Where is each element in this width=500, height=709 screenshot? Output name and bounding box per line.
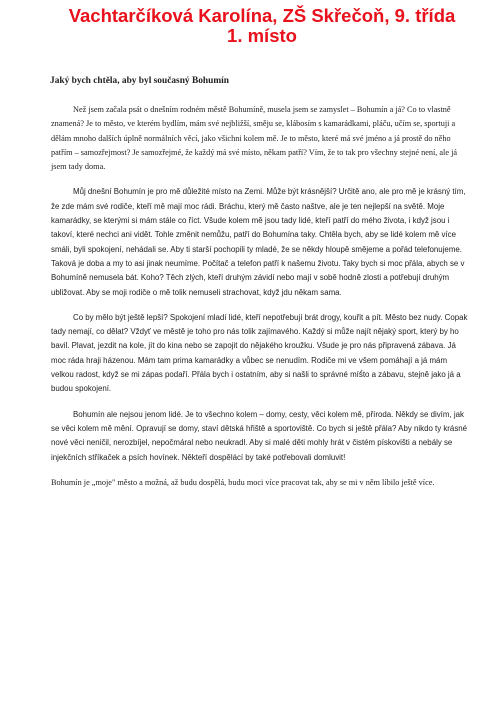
paragraph-4: Bohumín ale nejsou jenom lidé. Je to všechno kolem – domy, cesty, věci kolem mě, příroda. Někdy se divím, jak se věci kolem mě mění. Opravují se domy, staví dětská hřiště a sportoviště. Co bych si ještě přála? Aby nikdo ty krásné nové věci neničil, nerozbíjel, nepočmáral nebo neukradl. Aby si malé děti mohly hrát v čistém pískovišti a nebály se injekčních stříkaček a psích hovínek. Někteří dospělácí by také potřebovali domluvit! <box>51 409 468 462</box>
placement-line: 1. místo <box>227 25 297 46</box>
author-header <box>0 0 500 46</box>
paragraph-5: Bohumín je „moje" město a možná, až budu dospělá, budu moci více pracovat tak, aby se mi v něm líbilo ještě více. <box>51 477 435 487</box>
paragraph-2: Můj dnešní Bohumín je pro mě důležité místo na Zemi. Může být krásnější? Určitě ano, ale pro mě je krásný tím, že zde mám své rodiče, kteří mě mají moc rádi. Bráchu, který mě často naštve, ale je ten nejlepší na světě. Moje kamarádky, se kterými si mám stále co říct. Všude kolem mě jsou tady lidé, kteří patří do mého života, i když jsou i takoví, které nechci ani vidět. Tohle změnit nemůžu, patří do Bohumína taky. Chtěla bych, aby se lidé kolem mě více smáli, byli spokojení, nehádali se. Aby ti starší pochopili ty mladé, že se někdy hloupě smějeme a pořád telefonujeme. Taková je doba a my to asi jinak neumíme. Počítač a telefon patří k našemu životu. Taky bych si moc přála, abych se v Bohumíně nemusela bát. Koho? Těch zlých, kteří druhým závidí nebo mají v sobě hodně zlosti a potřebují druhým ubližovat. Aby se moji rodiče o mě tolik nemuseli strachovat, když jdu někam sama. <box>51 187 466 297</box>
essay-body <box>51 103 468 490</box>
paragraph-1: Než jsem začala psát o dnešním rodném městě Bohumíně, musela jsem se zamyslet – Bohumín a já? Co to vlastně znamená? Je to město, ve kterém bydlím, mám své nejbližší, směju se, klábosím s kamarádkami, pláču, učím se, sportuji a dělám mnoho dalších úplně normálních věcí, jako všichni kolem mě. Je to město, které má své jméno a já prostě do něho patřím – samozřejmost? Je samozřejmé, že každý má své místo, někam patří? Vím, že to tak pro všechny stejné není, ale já jsem tady doma. <box>51 105 458 172</box>
author-name-line: Vachtarčíková Karolína, ZŠ Skřečoň, 9. třída <box>68 5 456 26</box>
paragraph-3: Co by mělo být ještě lepší? Spokojení mladí lidé, kteří nepotřebují brát drogy, kouřit a pít. Město bez nudy. Copak tady nemají, co dělat? Vždyť ve městě je toho pro nás tolik zajímavého. Každý si může najít nějaký sport, který by ho bavil. Plavat, jezdit na kole, jít do kina nebo se zapojit do nějakého kroužku. Všude je pro nás připravená zábava. Já moc ráda hraji házenou. Mám tam prima kamarádky a vůbec se nenudím. Rodiče mi ve všem pomáhají a já mám velkou radost, když se mi zápas podaří. Přála bych i ostatním, aby si našli to správné místo a zábavu, stejně jako já a budou spokojení. <box>51 312 468 394</box>
essay-title: Jaký bych chtěla, aby byl současný Bohumín <box>50 76 229 86</box>
